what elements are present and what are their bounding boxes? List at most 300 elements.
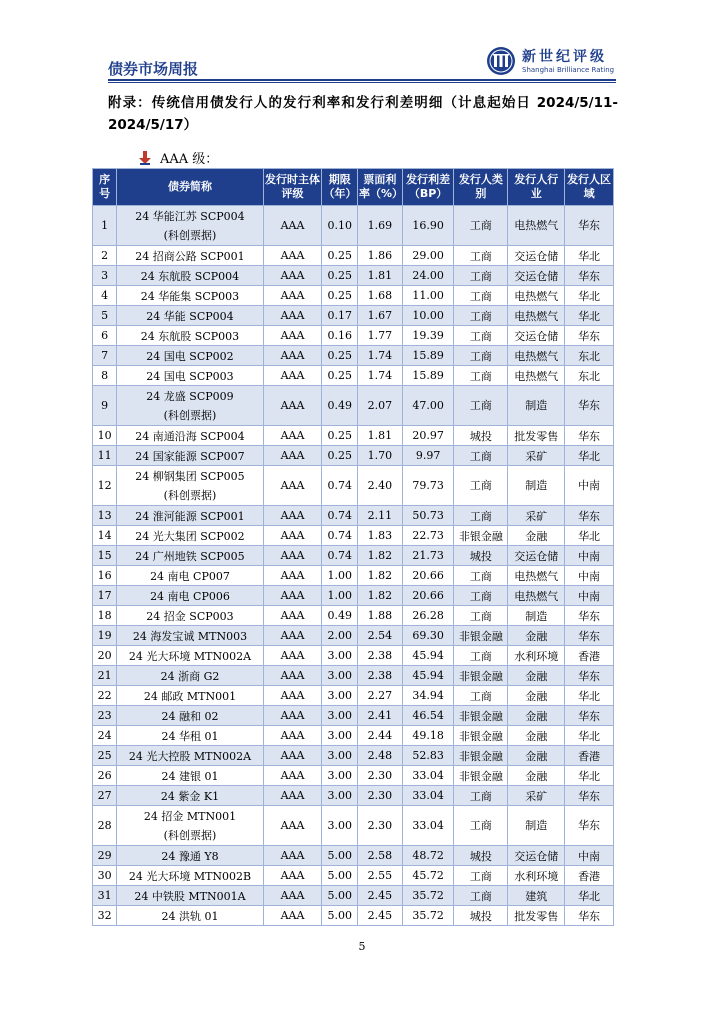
cell-industry: 批发零售 xyxy=(508,906,565,926)
cell-name: 24 东航股 SCP004 xyxy=(117,266,263,286)
cell-term: 3.00 xyxy=(322,746,358,766)
cell-region: 中南 xyxy=(565,846,614,866)
cell-name: 24 洪轨 01 xyxy=(117,906,263,926)
cell-type: 工商 xyxy=(454,786,508,806)
cell-industry: 水利环境 xyxy=(508,866,565,886)
cell-type: 非银金融 xyxy=(454,766,508,786)
cell-no: 22 xyxy=(93,686,117,706)
table-row xyxy=(93,206,614,246)
cell-name: 24 南电 CP007 xyxy=(117,566,263,586)
cell-industry: 电热燃气 xyxy=(508,206,565,246)
cell-rate: 2.07 xyxy=(358,386,403,426)
cell-rate: 1.74 xyxy=(358,346,403,366)
cell-name: 24 招商公路 SCP001 xyxy=(117,246,263,266)
cell-rate: 2.11 xyxy=(358,506,403,526)
cell-type: 工商 xyxy=(454,286,508,306)
cell-spread: 35.72 xyxy=(402,906,454,926)
table-row xyxy=(93,306,614,326)
cell-spread: 20.66 xyxy=(402,566,454,586)
bond-name: 24 华能江苏 SCP004 xyxy=(135,209,245,223)
cell-name: 24 豫通 Y8 xyxy=(117,846,263,866)
cell-rating: AAA xyxy=(263,326,322,346)
cell-industry: 金融 xyxy=(508,766,565,786)
cell-rating: AAA xyxy=(263,766,322,786)
cell-term: 0.16 xyxy=(322,326,358,346)
cell-rate: 2.40 xyxy=(358,466,403,506)
cell-name: 24 淮河能源 SCP001 xyxy=(117,506,263,526)
cell-term: 0.25 xyxy=(322,446,358,466)
cell-term: 0.25 xyxy=(322,246,358,266)
cell-region: 香港 xyxy=(565,646,614,666)
cell-no: 26 xyxy=(93,766,117,786)
cell-spread: 79.73 xyxy=(402,466,454,506)
cell-spread: 15.89 xyxy=(402,346,454,366)
cell-region: 华东 xyxy=(565,506,614,526)
cell-rate: 2.54 xyxy=(358,626,403,646)
cell-rate: 2.38 xyxy=(358,646,403,666)
cell-spread: 24.00 xyxy=(402,266,454,286)
cell-rate: 2.30 xyxy=(358,806,403,846)
cell-name: 24 南电 CP006 xyxy=(117,586,263,606)
cell-no: 32 xyxy=(93,906,117,926)
cell-type: 工商 xyxy=(454,326,508,346)
cell-name: 24 国电 SCP002 xyxy=(117,346,263,366)
cell-term: 0.10 xyxy=(322,206,358,246)
cell-name: 24 邮政 MTN001 xyxy=(117,686,263,706)
cell-rate: 2.30 xyxy=(358,786,403,806)
cell-type: 工商 xyxy=(454,386,508,426)
cell-no: 28 xyxy=(93,806,117,846)
cell-region: 华东 xyxy=(565,386,614,426)
cell-region: 华北 xyxy=(565,726,614,746)
cell-spread: 16.90 xyxy=(402,206,454,246)
cell-term: 5.00 xyxy=(322,846,358,866)
cell-region: 中南 xyxy=(565,586,614,606)
cell-industry: 电热燃气 xyxy=(508,346,565,366)
cell-rating: AAA xyxy=(263,466,322,506)
cell-rate: 2.41 xyxy=(358,706,403,726)
cell-no: 3 xyxy=(93,266,117,286)
cell-spread: 33.04 xyxy=(402,766,454,786)
cell-region: 华东 xyxy=(565,426,614,446)
table-row xyxy=(93,766,614,786)
table-row xyxy=(93,646,614,666)
table-row xyxy=(93,246,614,266)
cell-industry: 金融 xyxy=(508,726,565,746)
cell-rating: AAA xyxy=(263,586,322,606)
cell-type: 城投 xyxy=(454,546,508,566)
cell-no: 13 xyxy=(93,506,117,526)
table-row xyxy=(93,686,614,706)
cell-name: 24 浙商 G2 xyxy=(117,666,263,686)
cell-name: 24 建银 01 xyxy=(117,766,263,786)
cell-industry: 水利环境 xyxy=(508,646,565,666)
cell-no: 14 xyxy=(93,526,117,546)
table-row xyxy=(93,346,614,366)
cell-rating: AAA xyxy=(263,246,322,266)
cell-rating: AAA xyxy=(263,706,322,726)
table-row xyxy=(93,786,614,806)
cell-spread: 9.97 xyxy=(402,446,454,466)
col-header-no: 序号 xyxy=(93,169,117,206)
cell-type: 城投 xyxy=(454,426,508,446)
cell-region: 华北 xyxy=(565,526,614,546)
cell-no: 9 xyxy=(93,386,117,426)
cell-rating: AAA xyxy=(263,626,322,646)
cell-term: 5.00 xyxy=(322,906,358,926)
header-rule xyxy=(108,79,616,81)
cell-no: 31 xyxy=(93,886,117,906)
cell-no: 12 xyxy=(93,466,117,506)
cell-name: 24 广州地铁 SCP005 xyxy=(117,546,263,566)
cell-no: 24 xyxy=(93,726,117,746)
cell-rating: AAA xyxy=(263,206,322,246)
cell-rating: AAA xyxy=(263,846,322,866)
bond-name: 24 龙盛 SCP009 xyxy=(146,389,234,403)
cell-spread: 20.66 xyxy=(402,586,454,606)
cell-no: 30 xyxy=(93,866,117,886)
cell-no: 4 xyxy=(93,286,117,306)
cell-industry: 交运仓储 xyxy=(508,266,565,286)
cell-name xyxy=(117,466,263,506)
cell-no: 20 xyxy=(93,646,117,666)
cell-no: 11 xyxy=(93,446,117,466)
cell-term: 0.74 xyxy=(322,506,358,526)
cell-rating: AAA xyxy=(263,686,322,706)
cell-region: 华北 xyxy=(565,286,614,306)
table-row xyxy=(93,666,614,686)
table-row xyxy=(93,366,614,386)
bond-name: 24 招金 MTN001 xyxy=(143,809,237,823)
table-row xyxy=(93,906,614,926)
cell-industry: 制造 xyxy=(508,466,565,506)
cell-spread: 49.18 xyxy=(402,726,454,746)
cell-region: 华东 xyxy=(565,906,614,926)
cell-term: 0.74 xyxy=(322,546,358,566)
table-header-row xyxy=(93,169,614,206)
cell-spread: 33.04 xyxy=(402,806,454,846)
cell-rate: 2.27 xyxy=(358,686,403,706)
cell-region: 华北 xyxy=(565,886,614,906)
col-header-issuer-type: 发行人类别 xyxy=(454,169,508,206)
col-header-spread: 发行利差（BP） xyxy=(402,169,454,206)
cell-rating: AAA xyxy=(263,506,322,526)
cell-no: 2 xyxy=(93,246,117,266)
cell-industry: 交运仓储 xyxy=(508,326,565,346)
table-row xyxy=(93,606,614,626)
cell-term: 3.00 xyxy=(322,706,358,726)
cell-region: 东北 xyxy=(565,366,614,386)
cell-rating: AAA xyxy=(263,426,322,446)
cell-industry: 金融 xyxy=(508,626,565,646)
cell-term: 0.25 xyxy=(322,286,358,306)
cell-type: 工商 xyxy=(454,506,508,526)
cell-type: 工商 xyxy=(454,886,508,906)
bond-note: (科创票据) xyxy=(163,488,217,502)
cell-rate: 2.45 xyxy=(358,886,403,906)
cell-term: 0.49 xyxy=(322,386,358,426)
cell-term: 0.25 xyxy=(322,346,358,366)
cell-type: 非银金融 xyxy=(454,626,508,646)
cell-region: 华东 xyxy=(565,786,614,806)
cell-region: 华北 xyxy=(565,246,614,266)
cell-term: 3.00 xyxy=(322,786,358,806)
cell-name: 24 招金 SCP003 xyxy=(117,606,263,626)
cell-term: 3.00 xyxy=(322,726,358,746)
cell-no: 6 xyxy=(93,326,117,346)
col-header-industry: 发行人行业 xyxy=(508,169,565,206)
bond-note: (科创票据) xyxy=(163,228,217,242)
cell-type: 工商 xyxy=(454,566,508,586)
cell-rating: AAA xyxy=(263,906,322,926)
cell-type: 非银金融 xyxy=(454,726,508,746)
cell-spread: 48.72 xyxy=(402,846,454,866)
cell-industry: 电热燃气 xyxy=(508,366,565,386)
table-row xyxy=(93,706,614,726)
cell-spread: 34.94 xyxy=(402,686,454,706)
cell-rate: 1.82 xyxy=(358,586,403,606)
rating-emblem-icon xyxy=(486,46,516,76)
cell-name: 24 光大集团 SCP002 xyxy=(117,526,263,546)
cell-industry: 金融 xyxy=(508,746,565,766)
cell-type: 工商 xyxy=(454,446,508,466)
cell-spread: 33.04 xyxy=(402,786,454,806)
cell-rating: AAA xyxy=(263,306,322,326)
cell-no: 19 xyxy=(93,626,117,646)
cell-term: 2.00 xyxy=(322,626,358,646)
cell-industry: 批发零售 xyxy=(508,426,565,446)
table-row xyxy=(93,586,614,606)
cell-type: 工商 xyxy=(454,646,508,666)
cell-rating: AAA xyxy=(263,606,322,626)
cell-spread: 50.73 xyxy=(402,506,454,526)
col-header-rate: 票面利率（%） xyxy=(358,169,403,206)
cell-region: 香港 xyxy=(565,746,614,766)
cell-region: 中南 xyxy=(565,546,614,566)
cell-term: 3.00 xyxy=(322,806,358,846)
cell-no: 5 xyxy=(93,306,117,326)
cell-type: 工商 xyxy=(454,366,508,386)
table-row xyxy=(93,266,614,286)
report-title: 债券市场周报 xyxy=(108,60,199,78)
cell-rate: 1.67 xyxy=(358,306,403,326)
brand-logo xyxy=(486,46,616,80)
table-row xyxy=(93,746,614,766)
cell-no: 16 xyxy=(93,566,117,586)
cell-spread: 10.00 xyxy=(402,306,454,326)
cell-rate: 2.30 xyxy=(358,766,403,786)
table-row xyxy=(93,506,614,526)
cell-rate: 1.88 xyxy=(358,606,403,626)
cell-spread: 11.00 xyxy=(402,286,454,306)
cell-rate: 1.82 xyxy=(358,546,403,566)
table-row xyxy=(93,806,614,846)
cell-rating: AAA xyxy=(263,646,322,666)
cell-term: 0.74 xyxy=(322,526,358,546)
cell-name: 24 光大环境 MTN002B xyxy=(117,866,263,886)
cell-rate: 1.70 xyxy=(358,446,403,466)
cell-region: 中南 xyxy=(565,466,614,506)
table-row xyxy=(93,426,614,446)
cell-term: 3.00 xyxy=(322,686,358,706)
cell-rating: AAA xyxy=(263,866,322,886)
cell-no: 17 xyxy=(93,586,117,606)
cell-name: 24 光大环境 MTN002A xyxy=(117,646,263,666)
cell-industry: 金融 xyxy=(508,686,565,706)
cell-industry: 金融 xyxy=(508,706,565,726)
cell-no: 25 xyxy=(93,746,117,766)
cell-region: 华东 xyxy=(565,666,614,686)
cell-type: 工商 xyxy=(454,246,508,266)
cell-industry: 建筑 xyxy=(508,886,565,906)
cell-type: 非银金融 xyxy=(454,706,508,726)
cell-rate: 2.45 xyxy=(358,906,403,926)
cell-rating: AAA xyxy=(263,386,322,426)
cell-spread: 35.72 xyxy=(402,886,454,906)
bond-note: (科创票据) xyxy=(163,828,217,842)
table-row xyxy=(93,566,614,586)
cell-term: 5.00 xyxy=(322,886,358,906)
cell-rate: 2.38 xyxy=(358,666,403,686)
cell-region: 华东 xyxy=(565,206,614,246)
cell-type: 工商 xyxy=(454,206,508,246)
cell-rate: 1.68 xyxy=(358,286,403,306)
cell-name: 24 光大控股 MTN002A xyxy=(117,746,263,766)
cell-spread: 47.00 xyxy=(402,386,454,426)
cell-term: 5.00 xyxy=(322,866,358,886)
section-label-text: AAA 级： xyxy=(160,152,219,167)
cell-type: 工商 xyxy=(454,306,508,326)
cell-type: 非银金融 xyxy=(454,526,508,546)
cell-name: 24 东航股 SCP003 xyxy=(117,326,263,346)
cell-industry: 电热燃气 xyxy=(508,586,565,606)
cell-rate: 1.86 xyxy=(358,246,403,266)
cell-rating: AAA xyxy=(263,806,322,846)
cell-term: 0.17 xyxy=(322,306,358,326)
cell-no: 15 xyxy=(93,546,117,566)
cell-industry: 制造 xyxy=(508,806,565,846)
cell-name: 24 国家能源 SCP007 xyxy=(117,446,263,466)
cell-region: 华北 xyxy=(565,766,614,786)
cell-no: 21 xyxy=(93,666,117,686)
cell-region: 华东 xyxy=(565,706,614,726)
cell-industry: 金融 xyxy=(508,666,565,686)
bond-name: 24 柳钢集团 SCP005 xyxy=(135,469,245,483)
cell-type: 工商 xyxy=(454,466,508,506)
cell-type: 工商 xyxy=(454,606,508,626)
cell-spread: 20.97 xyxy=(402,426,454,446)
cell-term: 0.25 xyxy=(322,266,358,286)
cell-rate: 2.58 xyxy=(358,846,403,866)
cell-rate: 2.55 xyxy=(358,866,403,886)
rating-section-label xyxy=(138,148,218,167)
col-header-name: 债券简称 xyxy=(117,169,263,206)
cell-region: 华北 xyxy=(565,306,614,326)
cell-no: 18 xyxy=(93,606,117,626)
cell-rate: 1.69 xyxy=(358,206,403,246)
col-header-rating: 发行时主体评级 xyxy=(263,169,322,206)
cell-spread: 52.83 xyxy=(402,746,454,766)
cell-spread: 29.00 xyxy=(402,246,454,266)
cell-name xyxy=(117,386,263,426)
cell-name: 24 华租 01 xyxy=(117,726,263,746)
page-number: 5 xyxy=(358,940,366,953)
cell-rating: AAA xyxy=(263,786,322,806)
cell-region: 华东 xyxy=(565,266,614,286)
cell-term: 0.25 xyxy=(322,366,358,386)
col-header-term: 期限（年） xyxy=(322,169,358,206)
cell-industry: 交运仓储 xyxy=(508,846,565,866)
cell-no: 27 xyxy=(93,786,117,806)
cell-no: 7 xyxy=(93,346,117,366)
cell-industry: 采矿 xyxy=(508,506,565,526)
cell-region: 华北 xyxy=(565,686,614,706)
cell-region: 香港 xyxy=(565,866,614,886)
table-row xyxy=(93,446,614,466)
cell-rate: 1.82 xyxy=(358,566,403,586)
cell-rating: AAA xyxy=(263,526,322,546)
cell-term: 1.00 xyxy=(322,566,358,586)
cell-industry: 制造 xyxy=(508,606,565,626)
table-row xyxy=(93,726,614,746)
cell-no: 23 xyxy=(93,706,117,726)
cell-industry: 采矿 xyxy=(508,446,565,466)
cell-spread: 19.39 xyxy=(402,326,454,346)
cell-spread: 15.89 xyxy=(402,366,454,386)
cell-region: 华东 xyxy=(565,806,614,846)
cell-name xyxy=(117,806,263,846)
cell-term: 1.00 xyxy=(322,586,358,606)
table-row xyxy=(93,626,614,646)
cell-type: 工商 xyxy=(454,346,508,366)
cell-name: 24 中铁股 MTN001A xyxy=(117,886,263,906)
cell-region: 中南 xyxy=(565,566,614,586)
header-rule-thin xyxy=(108,82,616,83)
cell-rating: AAA xyxy=(263,566,322,586)
cell-name: 24 融和 02 xyxy=(117,706,263,726)
cell-name xyxy=(117,206,263,246)
cell-rating: AAA xyxy=(263,726,322,746)
cell-type: 工商 xyxy=(454,806,508,846)
cell-spread: 45.94 xyxy=(402,666,454,686)
cell-rating: AAA xyxy=(263,346,322,366)
cell-no: 29 xyxy=(93,846,117,866)
cell-industry: 采矿 xyxy=(508,786,565,806)
cell-spread: 46.54 xyxy=(402,706,454,726)
table-row xyxy=(93,526,614,546)
cell-rate: 1.81 xyxy=(358,426,403,446)
cell-type: 非银金融 xyxy=(454,666,508,686)
cell-industry: 交运仓储 xyxy=(508,246,565,266)
table-row xyxy=(93,326,614,346)
col-header-region: 发行人区域 xyxy=(565,169,614,206)
cell-industry: 电热燃气 xyxy=(508,306,565,326)
cell-spread: 45.94 xyxy=(402,646,454,666)
cell-name: 24 华能 SCP004 xyxy=(117,306,263,326)
cell-rating: AAA xyxy=(263,266,322,286)
cell-no: 1 xyxy=(93,206,117,246)
cell-no: 8 xyxy=(93,366,117,386)
table-row xyxy=(93,386,614,426)
cell-rating: AAA xyxy=(263,886,322,906)
cell-industry: 交运仓储 xyxy=(508,546,565,566)
table-row xyxy=(93,286,614,306)
cell-rate: 1.77 xyxy=(358,326,403,346)
cell-rating: AAA xyxy=(263,446,322,466)
cell-region: 华东 xyxy=(565,606,614,626)
cell-region: 华北 xyxy=(565,446,614,466)
cell-no: 10 xyxy=(93,426,117,446)
